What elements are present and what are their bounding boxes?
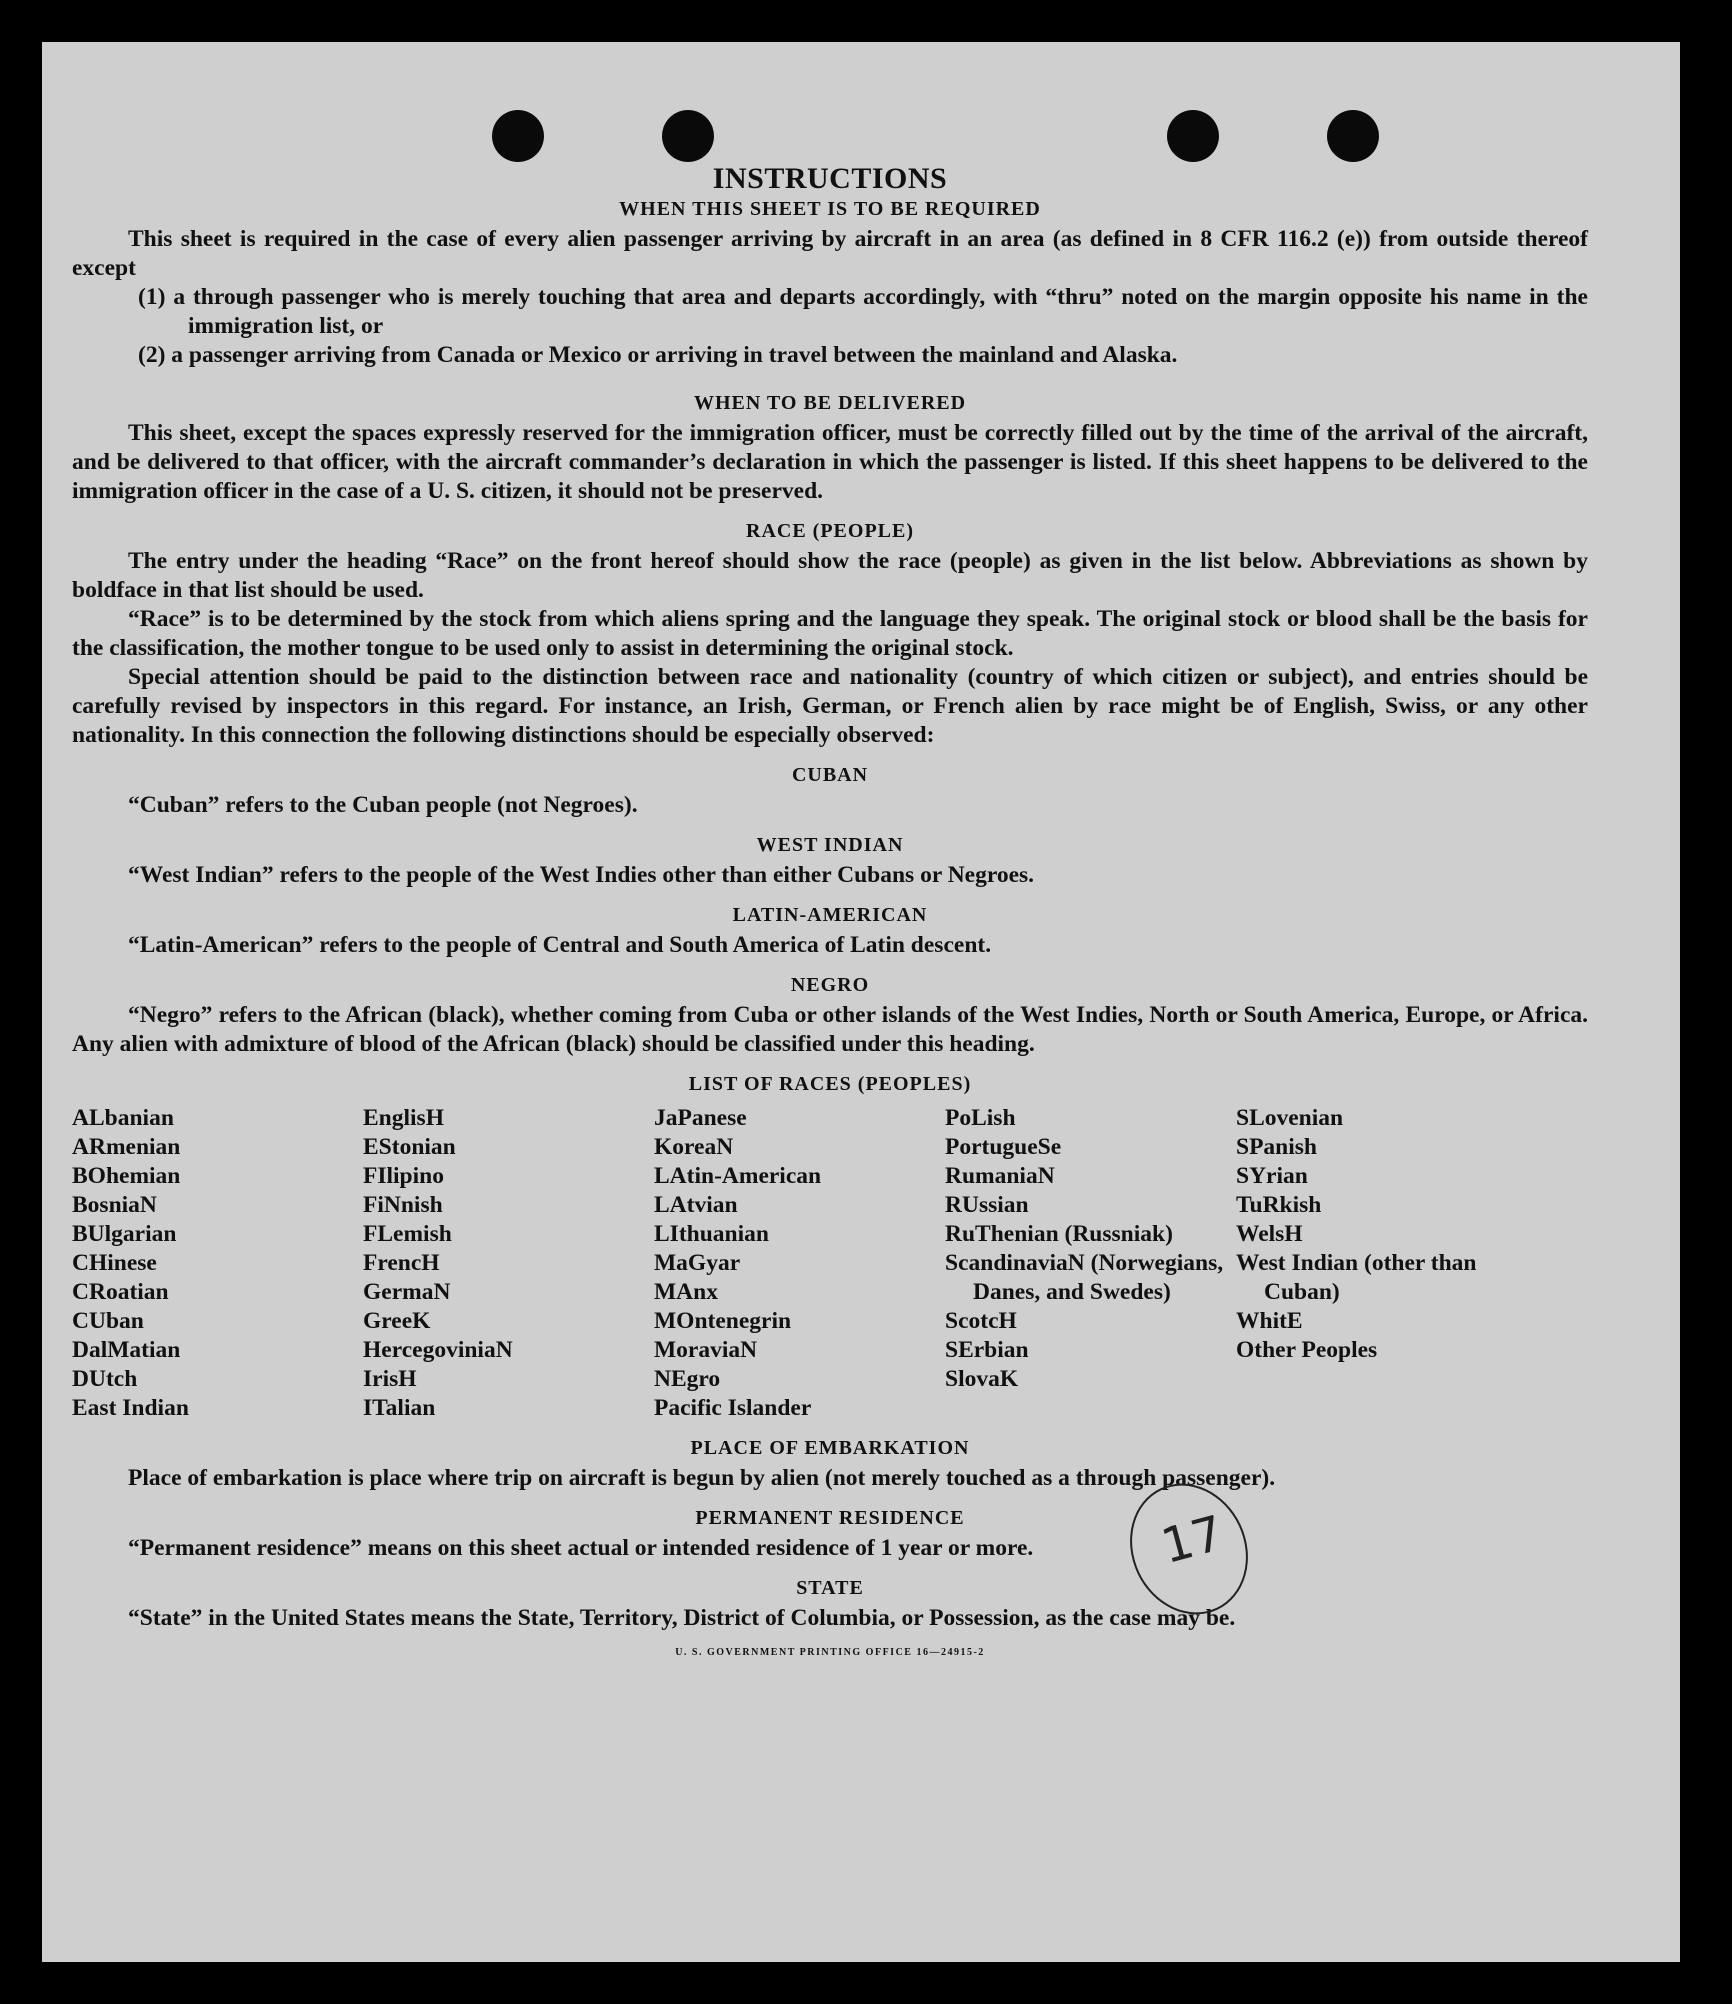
race-item: SErbian	[945, 1337, 1029, 1363]
race-item: TuRkish	[1236, 1192, 1322, 1218]
races-list	[72, 1104, 1588, 1423]
delivered-text: This sheet, except the spaces expressly reserved for the immigration officer, must be correctly filled out by the time of the arrival of the aircraft, and be delivered to that officer, with the aircraft commander’s declaration in which the passenger is listed. If this sheet happens to be delivered to the immigration officer in the case of a U. S. citizen, it should not be preserved.	[72, 420, 1588, 504]
form-sheet	[42, 42, 1680, 1962]
embarkation-text: Place of embarkation is place where trip on aircraft is begun by alien (not merely touched as a through passenger).	[128, 1465, 1276, 1491]
race-item: FLemish	[363, 1221, 452, 1247]
race-item: MoraviaN	[654, 1337, 758, 1363]
race-item: CRoatian	[72, 1279, 169, 1305]
required-item-2: (2) a passenger arriving from Canada or Mexico or arriving in travel between the mainland and Alaska.	[138, 342, 1178, 368]
race-item: BosniaN	[72, 1192, 157, 1218]
heading-negro: NEGRO	[790, 974, 870, 996]
race-item: CUban	[72, 1308, 144, 1334]
race-item: SlovaK	[945, 1366, 1019, 1392]
heading-list-of-races: LIST OF RACES (PEOPLES)	[688, 1073, 972, 1095]
race-item: DalMatian	[72, 1337, 181, 1363]
race-item: West Indian (other than Cuban)	[1236, 1250, 1477, 1305]
race-item: LIthuanian	[654, 1221, 769, 1247]
race-item: Other Peoples	[1236, 1337, 1378, 1363]
race-item: HercegoviniaN	[363, 1337, 513, 1363]
punch-hole	[1327, 110, 1379, 162]
race-item: GermaN	[363, 1279, 451, 1305]
race-item: BUlgarian	[72, 1221, 177, 1247]
race-item: WhitE	[1236, 1308, 1303, 1334]
heading-state: STATE	[796, 1577, 864, 1599]
punch-hole	[1167, 110, 1219, 162]
race-item: ARmenian	[72, 1134, 181, 1160]
race-item: SYrian	[1236, 1163, 1308, 1189]
latin-american-text: “Latin-American” refers to the people of Central and South America of Latin descent.	[128, 932, 992, 958]
required-intro: This sheet is required in the case of every alien passenger arriving by aircraft in an area (as defined in 8 CFR 116.2 (e)) from outside thereof except	[72, 226, 1588, 281]
race-item: FIlipino	[363, 1163, 444, 1189]
page-title: INSTRUCTIONS	[712, 162, 948, 195]
race-item: FiNnish	[363, 1192, 443, 1218]
races-column-1	[72, 1104, 363, 1423]
heading-latin-american: LATIN-AMERICAN	[732, 904, 928, 926]
handwritten-number: 17	[1155, 1505, 1230, 1575]
race-item: MAnx	[654, 1279, 718, 1305]
race-item: MOntenegrin	[654, 1308, 792, 1334]
race-item: ScandinaviaN (Norwegians, Danes, and Swedes)	[945, 1250, 1224, 1305]
heading-when-delivered: WHEN TO BE DELIVERED	[693, 392, 967, 414]
race-item: EnglisH	[363, 1105, 444, 1131]
negro-text: “Negro” refers to the African (black), whether coming from Cuba or other islands of the West Indies, North or South America, Europe, or Africa. Any alien with admixture of blood of the African (black) should be classified under this heading.	[72, 1002, 1588, 1057]
race-paragraph-2: “Race” is to be determined by the stock from which aliens spring and the language they speak. The original stock or blood shall be the basis for the classification, the mother tongue to be used only to assist in determining the original stock.	[72, 606, 1588, 661]
races-column-2	[363, 1104, 654, 1423]
heading-permanent-residence: PERMANENT RESIDENCE	[695, 1507, 965, 1529]
punch-hole	[492, 110, 544, 162]
race-item: East Indian	[72, 1395, 189, 1421]
west-indian-text: “West Indian” refers to the people of the West Indies other than either Cubans or Negroes.	[128, 862, 1035, 888]
race-paragraph-3: Special attention should be paid to the distinction between race and nationality (country of which citizen or subject), and entries should be carefully revised by inspectors in this regard. For instance, an Irish, German, or French alien by race might be of English, Swiss, or any other nationality. In this connection the following distinctions should be especially observed:	[72, 664, 1588, 748]
race-item: MaGyar	[654, 1250, 741, 1276]
heading-embarkation: PLACE OF EMBARKATION	[690, 1437, 970, 1459]
race-item: DUtch	[72, 1366, 138, 1392]
race-item: ScotcH	[945, 1308, 1017, 1334]
race-item: RUssian	[945, 1192, 1029, 1218]
race-item: SLovenian	[1236, 1105, 1344, 1131]
races-column-3	[654, 1104, 945, 1423]
race-paragraph-1: The entry under the heading “Race” on the front hereof should show the race (people) as given in the list below. Abbreviations as shown by boldface in that list should be used.	[72, 548, 1588, 603]
heading-race: RACE (PEOPLE)	[746, 520, 914, 542]
heading-cuban: CUBAN	[791, 764, 869, 786]
race-item: KoreaN	[654, 1134, 734, 1160]
heading-when-required: WHEN THIS SHEET IS TO BE REQUIRED	[619, 198, 1041, 220]
race-item: JaPanese	[654, 1105, 747, 1131]
race-item: PoLish	[945, 1105, 1016, 1131]
race-item: GreeK	[363, 1308, 431, 1334]
race-item: WelsH	[1236, 1221, 1303, 1247]
race-item: RumaniaN	[945, 1163, 1055, 1189]
race-item: NEgro	[654, 1366, 721, 1392]
race-item: EStonian	[363, 1134, 456, 1160]
race-item: SPanish	[1236, 1134, 1317, 1160]
punch-hole	[662, 110, 714, 162]
race-item: Pacific Islander	[654, 1395, 812, 1421]
race-item: ITalian	[363, 1395, 436, 1421]
race-item: ALbanian	[72, 1105, 174, 1131]
race-item: LAtvian	[654, 1192, 738, 1218]
race-item: RuThenian (Russniak)	[945, 1221, 1173, 1247]
state-text: “State” in the United States means the State, Territory, District of Columbia, or Possession, as the case may be.	[128, 1605, 1236, 1631]
printing-office-footer: U. S. GOVERNMENT PRINTING OFFICE 16—24915-2	[675, 1647, 985, 1658]
race-item: FrencH	[363, 1250, 440, 1276]
residence-text: “Permanent residence” means on this sheet actual or intended residence of 1 year or more.	[128, 1535, 1034, 1561]
race-item: LAtin-American	[654, 1163, 822, 1189]
cuban-text: “Cuban” refers to the Cuban people (not Negroes).	[128, 792, 638, 818]
races-column-5	[1236, 1104, 1496, 1423]
race-item: CHinese	[72, 1250, 157, 1276]
races-column-4	[945, 1104, 1236, 1423]
race-item: IrisH	[363, 1366, 417, 1392]
required-item-1: (1) a through passenger who is merely touching that area and departs accordingly, with “thru” noted on the margin opposite his name in the immigration list, or	[138, 284, 1588, 339]
race-item: BOhemian	[72, 1163, 181, 1189]
heading-west-indian: WEST INDIAN	[756, 834, 904, 856]
race-item: PortugueSe	[945, 1134, 1062, 1160]
